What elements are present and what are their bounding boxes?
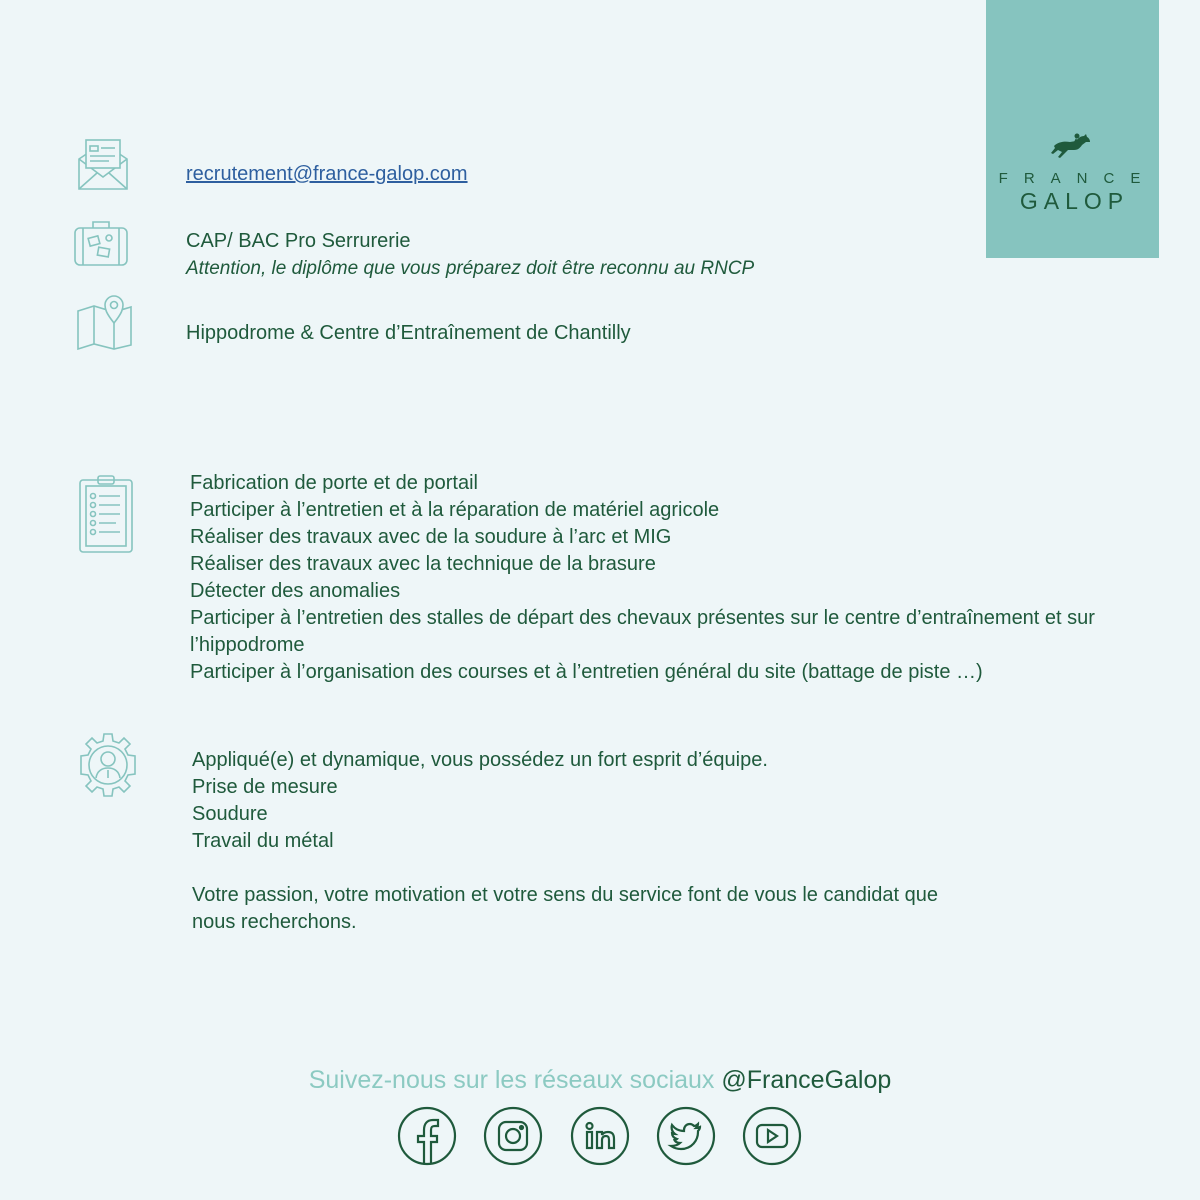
- list-item: Travail du métal: [192, 830, 334, 852]
- logo-text-france: FRANCE: [998, 170, 1157, 187]
- skills-list: [192, 747, 1092, 936]
- contact-email-link[interactable]: recrutement@france-galop.com: [186, 163, 468, 185]
- social-follow-text: [0, 1066, 1200, 1095]
- list-item: Fabrication de porte et de portail: [190, 472, 478, 494]
- list-item: Soudure: [192, 803, 268, 825]
- location-name: Hippodrome & Centre d’Entraînement de Chantilly: [186, 322, 631, 344]
- list-item: Prise de mesure: [192, 776, 338, 798]
- list-item: [192, 855, 1092, 882]
- list-item: Participer à l’entretien des stalles de départ des chevaux présentes sur le centre d’entraînement et sur: [190, 607, 1095, 629]
- suitcase-icon: [72, 218, 130, 268]
- clipboard-checklist-icon: [78, 474, 134, 554]
- diploma-title: CAP/ BAC Pro Serrurerie: [186, 230, 411, 252]
- diploma-block: [186, 228, 754, 282]
- list-item: nous recherchons.: [192, 911, 357, 933]
- france-galop-logo: [986, 0, 1159, 258]
- social-label: Suivez-nous sur les réseaux sociaux: [308, 1066, 715, 1094]
- facebook-icon[interactable]: [397, 1106, 457, 1166]
- list-item: l’hippodrome: [190, 634, 305, 656]
- twitter-icon[interactable]: [656, 1106, 716, 1166]
- task-list: [190, 470, 1190, 686]
- map-location-icon: [76, 293, 133, 350]
- horse-rider-icon: [1050, 132, 1094, 162]
- logo-text-galop: GALOP: [1019, 188, 1130, 214]
- list-item: Appliqué(e) et dynamique, vous possédez un fort esprit d’équipe.: [192, 749, 768, 771]
- instagram-icon[interactable]: [483, 1106, 543, 1166]
- linkedin-icon[interactable]: [570, 1106, 630, 1166]
- gear-person-icon: [75, 732, 141, 798]
- diploma-note: Attention, le diplôme que vous préparez doit être reconnu au RNCP: [186, 258, 755, 279]
- envelope-icon: [77, 137, 129, 191]
- list-item: Réaliser des travaux avec la technique de la brasure: [190, 553, 656, 575]
- list-item: Votre passion, votre motivation et votre sens du service font de vous le candidat que: [192, 884, 938, 906]
- list-item: Détecter des anomalies: [190, 580, 401, 602]
- list-item: Participer à l’organisation des courses et à l’entretien général du site (battage de piste …): [190, 661, 983, 683]
- social-handle: @FranceGalop: [721, 1066, 892, 1094]
- youtube-icon[interactable]: [742, 1106, 802, 1166]
- list-item: Participer à l’entretien et à la réparation de matériel agricole: [190, 499, 720, 521]
- list-item: Réaliser des travaux avec de la soudure à l’arc et MIG: [190, 526, 672, 548]
